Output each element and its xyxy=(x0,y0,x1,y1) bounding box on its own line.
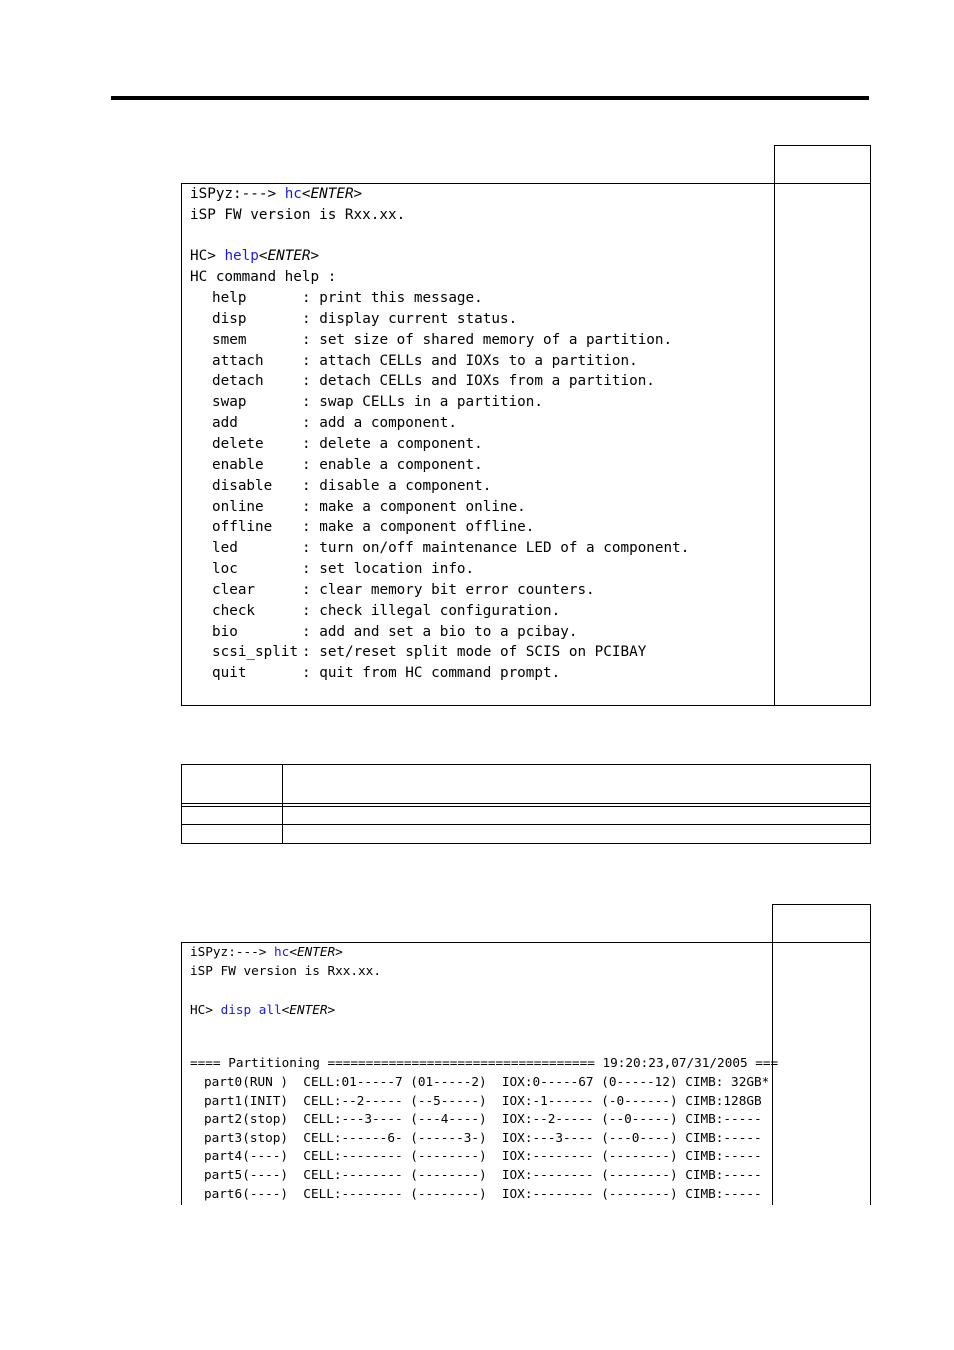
partition-row: part6(----) CELL:-------- (--------) IOX:-------- (--------) CIMB:----- xyxy=(204,1185,762,1201)
disp-prompt-line xyxy=(190,1001,335,1020)
table-row-divider xyxy=(182,824,870,825)
command-name: add xyxy=(212,415,238,432)
side-box-top-1 xyxy=(774,145,871,184)
partition-row: part1(INIT) CELL:--2----- (--5-----) IOX:-1------ (-0------) CIMB:128GB xyxy=(204,1092,762,1108)
command-name: quit xyxy=(212,665,247,682)
command-row xyxy=(212,663,560,684)
prompt-line-2 xyxy=(190,943,343,962)
hc-prompt: HC> xyxy=(190,1002,213,1017)
command-name: loc xyxy=(212,561,238,578)
partition-row: part3(stop) CELL:------6- (------3-) IOX:---3---- (---0----) CIMB:----- xyxy=(204,1129,762,1145)
command-name: clear xyxy=(212,581,256,598)
command-row xyxy=(212,497,526,518)
side-box-1 xyxy=(774,183,871,706)
command-row xyxy=(212,413,457,434)
partition-row: part0(RUN ) CELL:01-----7 (01-----2) IOX:0-----67 (0-----12) CIMB: 32GB* xyxy=(204,1074,770,1089)
terminal-right-border-2 xyxy=(870,942,871,1205)
prompt-line-1 xyxy=(190,184,362,205)
command-description: : enable a component. xyxy=(302,456,483,473)
command-name: disp xyxy=(212,310,247,327)
hc-prompt: HC> xyxy=(190,248,216,264)
command-row xyxy=(212,309,517,330)
enter-key-label: <ENTER> xyxy=(281,1002,336,1017)
command-name: detach xyxy=(212,373,264,390)
enter-key-label: <ENTER> xyxy=(301,186,363,202)
command-description: : turn on/off maintenance LED of a component. xyxy=(302,540,690,557)
typed-command: help xyxy=(224,248,259,264)
command-name: enable xyxy=(212,456,264,473)
command-name: swap xyxy=(212,394,247,411)
shell-prompt: iSPyz:---> xyxy=(190,944,267,959)
command-description: : display current status. xyxy=(302,310,518,327)
command-description: : add a component. xyxy=(302,415,457,432)
command-row xyxy=(212,330,672,351)
table-column-divider xyxy=(282,765,283,843)
info-table xyxy=(181,764,871,844)
command-description: : detach CELLs and IOXs from a partition. xyxy=(302,373,655,390)
command-description: : attach CELLs and IOXs to a partition. xyxy=(302,352,638,369)
help-header: HC command help : xyxy=(190,269,337,285)
enter-key-label: <ENTER> xyxy=(258,248,320,264)
command-description: : check illegal configuration. xyxy=(302,602,561,619)
command-name: delete xyxy=(212,435,264,452)
command-row xyxy=(212,288,483,309)
command-description: : add and set a bio to a pcibay. xyxy=(302,623,578,640)
command-description: : clear memory bit error counters. xyxy=(302,581,595,598)
partition-header: ==== Partitioning =================================== 19:20:23,07/31/2005 === xyxy=(190,1055,779,1070)
enter-key-label: <ENTER> xyxy=(289,944,343,959)
command-name: help xyxy=(212,290,247,306)
command-description: : quit from HC command prompt. xyxy=(302,665,561,682)
command-description: : make a component online. xyxy=(302,498,526,515)
command-description: : swap CELLs in a partition. xyxy=(302,394,544,411)
version-line: iSP FW version is Rxx.xx. xyxy=(190,963,381,978)
command-row xyxy=(212,476,491,497)
command-row xyxy=(212,371,655,392)
command-name: scsi_split xyxy=(212,644,299,661)
terminal-divider-2 xyxy=(772,942,773,1205)
command-row xyxy=(212,538,689,559)
typed-command: hc xyxy=(274,944,290,959)
shell-prompt: iSPyz:---> xyxy=(190,186,277,202)
terminal-left-border-2 xyxy=(181,942,182,1205)
command-name: offline xyxy=(212,519,273,536)
command-description: : delete a component. xyxy=(302,435,483,452)
table-row-divider xyxy=(182,803,870,804)
command-name: attach xyxy=(212,352,264,369)
header-rule xyxy=(111,96,869,100)
command-row xyxy=(212,351,638,372)
command-row xyxy=(212,392,543,413)
command-description: : set location info. xyxy=(302,561,475,578)
command-description: : print this message. xyxy=(302,290,483,306)
command-row xyxy=(212,622,577,643)
command-name: bio xyxy=(212,623,238,640)
typed-command: disp all xyxy=(220,1002,282,1017)
command-row xyxy=(212,642,646,663)
help-prompt-line xyxy=(190,246,319,267)
partition-row: part4(----) CELL:-------- (--------) IOX:-------- (--------) CIMB:----- xyxy=(204,1148,762,1164)
side-box-top-2 xyxy=(772,904,871,943)
command-row xyxy=(212,434,483,455)
command-row xyxy=(212,601,560,622)
partition-row: part2(stop) CELL:---3---- (---4----) IOX:--2----- (--0-----) CIMB:----- xyxy=(204,1111,762,1127)
command-name: online xyxy=(212,498,264,515)
command-description: : set/reset split mode of SCIS on PCIBAY xyxy=(302,644,647,661)
command-description: : disable a component. xyxy=(302,477,492,494)
command-row xyxy=(212,455,483,476)
command-description: : make a component offline. xyxy=(302,519,535,536)
command-name: check xyxy=(212,602,256,619)
command-name: smem xyxy=(212,331,247,348)
command-row xyxy=(212,517,534,538)
command-name: led xyxy=(212,540,238,557)
typed-command: hc xyxy=(284,186,302,202)
table-row-divider xyxy=(182,806,870,807)
command-description: : set size of shared memory of a partition. xyxy=(302,331,673,348)
version-line: iSP FW version is Rxx.xx. xyxy=(190,207,406,223)
command-row xyxy=(212,559,474,580)
command-name: disable xyxy=(212,477,273,494)
command-row xyxy=(212,580,595,601)
partition-row: part5(----) CELL:-------- (--------) IOX:-------- (--------) CIMB:----- xyxy=(204,1167,762,1182)
